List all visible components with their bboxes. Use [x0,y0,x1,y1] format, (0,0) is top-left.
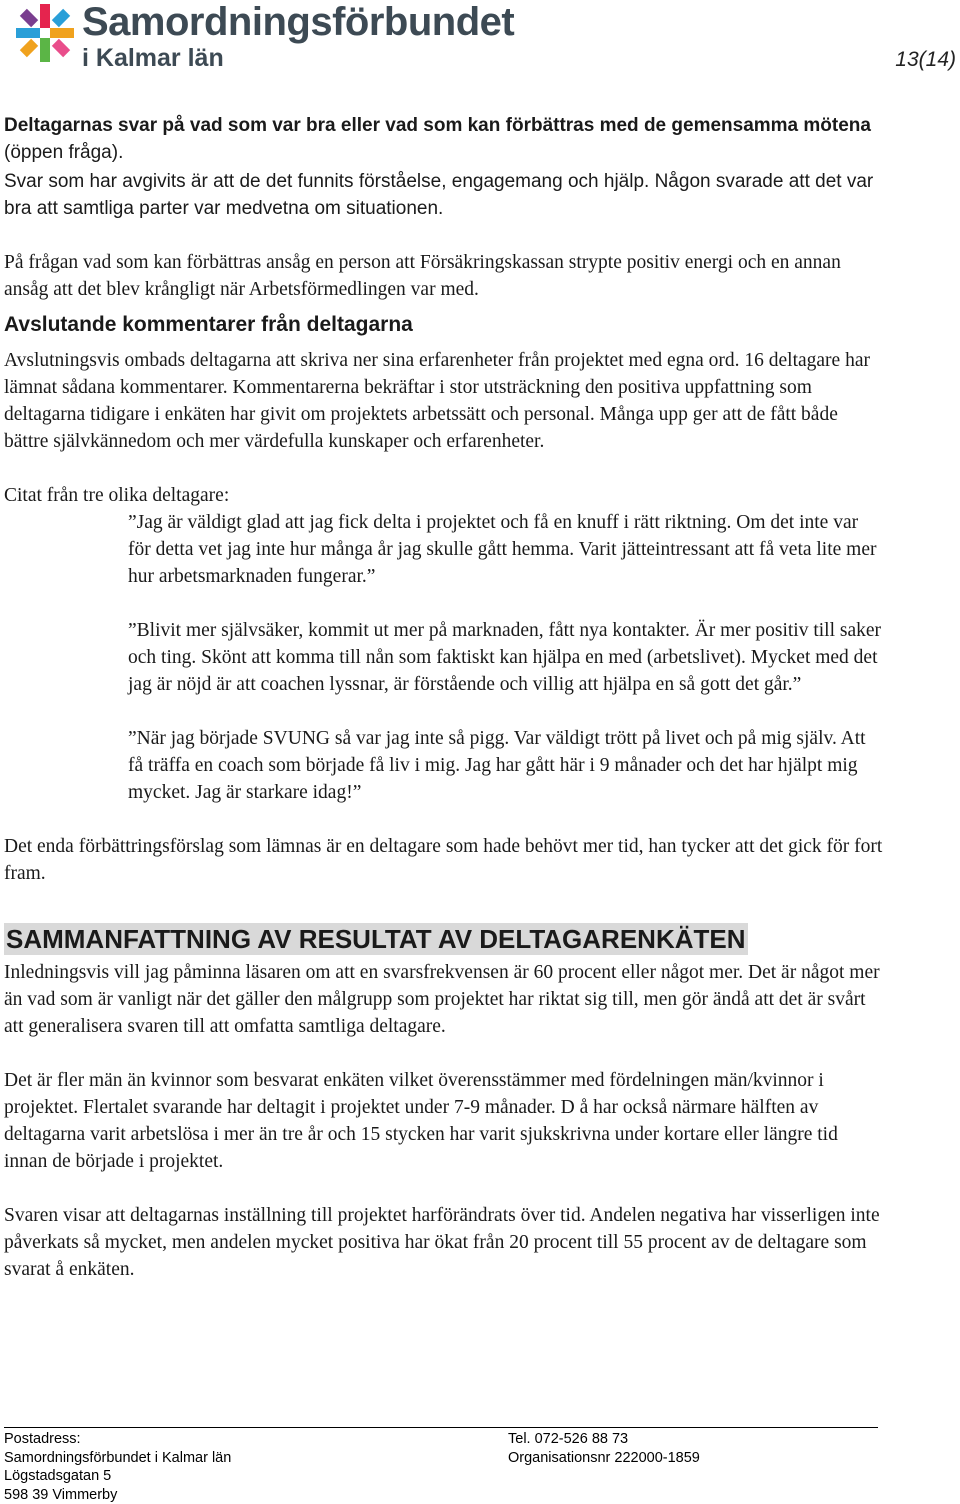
question-plain: (öppen fråga). [4,142,123,163]
document-body [4,112,884,1283]
page-footer [4,1427,878,1428]
quote-3: ”När jag började SVUNG så var jag inte så pigg. Var väldigt trött på livet och på mig själv. Att få träffa en coach som började få liv i mig. Jag har gått här i 9 månader och det har hjälpt mig mycket. Jag är starkare idag!” [128,725,884,806]
footer-street: Lögstadsgatan 5 [4,1467,231,1486]
footer-contact [508,1430,700,1467]
footer-postal: 598 39 Vimmerby [4,1486,231,1504]
footer-org-number: Organisationsnr 222000-1859 [508,1449,700,1468]
answer-paragraph-1: Svar som har avgivits är att de det funnits förståelse, engagemang och hjälp. Någon svarade att det var bra att samtliga parter var medvetna om situationen. [4,168,884,222]
quote-2: ”Blivit mer självsäker, kommit ut mer på marknaden, fått nya kontakter. Är mer positiv till saker och ting. Skönt att komma till nån som faktiskt kan hjälpa en med (arbetslivet). Mycket med det jag är nöjd är att coachen lyssnar, är förstående och villig att hjälpa en så gott det går.” [128,617,884,698]
question-bold: Deltagarnas svar på vad som var bra eller vad som kan förbättras med de gemensamma mötena [4,115,871,136]
closing-paragraph: Det enda förbättringsförslag som lämnas är en deltagare som hade behövt mer tid, han tycker att det gick för fort fram. [4,833,884,887]
quotes-block [128,509,884,806]
summary-paragraph-1: Inledningsvis vill jag påminna läsaren om att en svarsfrekvensen är 60 procent eller något mer. Det är något mer än vad som är vanligt när det gäller den målgrupp som projektet har riktat sig till, men gör ändå att det är svårt att generalisera svaren till att omfatta samtliga deltagare. [4,959,884,1040]
footer-address-label: Postadress: [4,1430,231,1449]
comments-paragraph: Avslutningsvis ombads deltagarna att skriva ner sina erfarenheter från projektet med egna ord. 16 deltagare har lämnat sådana kommentarer. Kommentarerna bekräftar i stor utsträckning den positiva uppfattning som deltagarna tidigare i enkäten har givit om projektets arbetssätt och personal. Många upp ger att de fått både bättre självkännedom och mer värdefulla kunskaper och erfarenheter. [4,347,884,455]
logo-title: Samordningsförbundet [82,0,514,45]
footer-phone: Tel. 072-526 88 73 [508,1430,700,1449]
summary-heading: SAMMANFATTNING AV RESULTAT AV DELTAGARENKÄTEN [4,923,748,955]
page-number: 13(14) [895,48,956,72]
quote-1: ”Jag är väldigt glad att jag fick delta i projektet och få en knuff i rätt riktning. Om det inte var för detta vet jag inte hur många år jag skulle gått hemma. Varit jätteintressant att få veta lite mer hur arbetsmarknaden fungerar.” [128,509,884,590]
footer-org-name: Samordningsförbundet i Kalmar län [4,1449,231,1468]
summary-paragraph-2: Det är fler män än kvinnor som besvarat enkäten vilket överensstämmer med fördelningen män/kvinnor i projektet. Flertalet svarande har deltagit i projektet under 7-9 månader. D å har också närmare hälften av deltagarna varit arbetslösa i mer än tre år och 15 stycken har varit sjukskrivna under kortare eller längre tid innan de började i projektet. [4,1067,884,1175]
section-heading-comments: Avslutande kommentarer från deltagarna [4,311,884,339]
logo-subtitle: i Kalmar län [82,44,224,73]
page-header [0,0,960,80]
footer-address [4,1430,231,1504]
logo-icon [14,2,76,64]
quotes-intro: Citat från tre olika deltagare: [4,482,884,509]
answer-paragraph-2: På frågan vad som kan förbättras ansåg en person att Försäkringskassan strypte positiv energi och en annan ansåg att det blev krångligt när Arbetsförmedlingen var med. [4,249,884,303]
question-heading [4,112,884,166]
summary-paragraph-3: Svaren visar att deltagarnas inställning till projektet harförändrats över tid. Andelen negativa har visserligen inte påverkats så mycket, men andelen mycket positiva har ökat från 20 procent till 55 procent av de deltagare som svarat å enkäten. [4,1202,884,1283]
